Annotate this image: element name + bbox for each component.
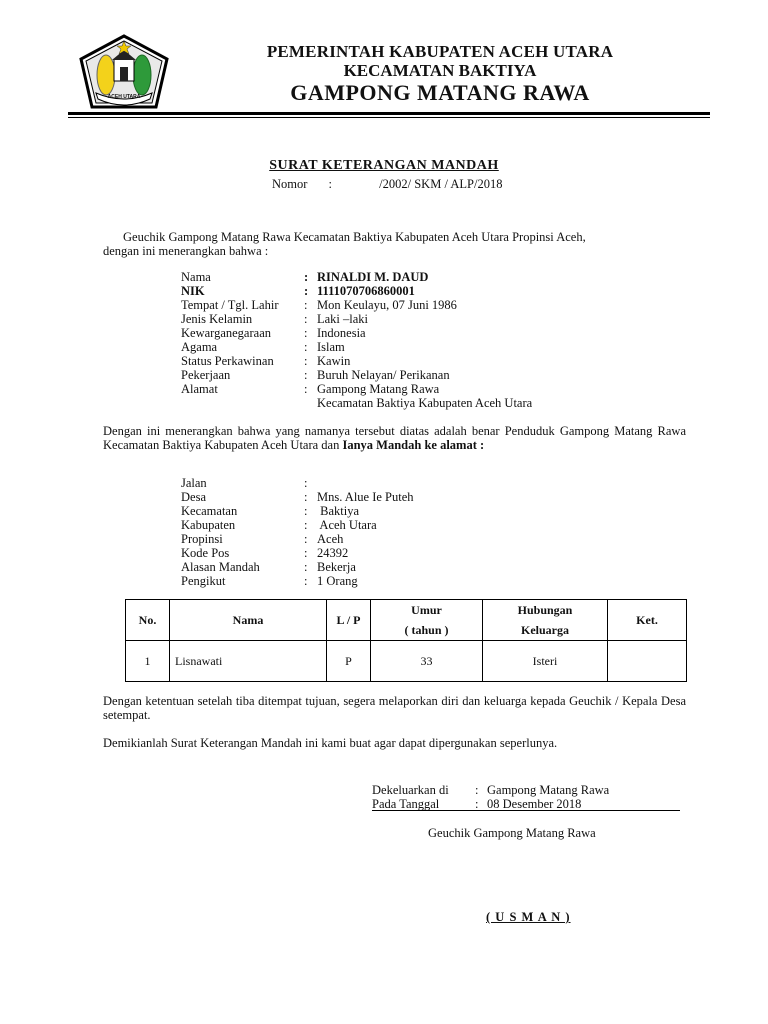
person-field-value: Kawin [317, 354, 351, 368]
letter-title: SURAT KETERANGAN MANDAH [269, 158, 499, 173]
destination-field-separator: : [304, 574, 308, 588]
col-nama: Nama [170, 600, 327, 641]
person-field-separator: : [304, 368, 308, 382]
signature-date-rule [372, 810, 680, 811]
header-rule-thin [68, 117, 710, 118]
destination-field-value: Aceh Utara [317, 518, 377, 532]
person-field-separator: : [304, 298, 308, 312]
destination-field-value: 24392 [317, 546, 349, 560]
person-field-value: Islam [317, 340, 345, 354]
regency-logo [76, 33, 172, 113]
destination-field-separator: : [304, 546, 308, 560]
destination-field-value: Bekerja [317, 560, 356, 574]
follower-table [125, 599, 687, 682]
person-field-value: Laki –laki [317, 312, 369, 326]
issued-label: Dekeluarkan di [372, 783, 449, 797]
cell-no: 1 [126, 641, 170, 682]
col-hubungan: Hubungan Keluarga [483, 600, 608, 641]
destination-field-separator: : [304, 518, 308, 532]
letter-number [272, 177, 502, 192]
cell-lp: P [327, 641, 371, 682]
header-village: GAMPONG MATANG RAWA [290, 80, 590, 105]
destination-field-label: Kabupaten [181, 518, 236, 532]
signer-name: ( U S M A N ) [486, 910, 571, 924]
person-field-value: Mon Keulayu, 07 Juni 1986 [317, 298, 457, 312]
header-rule-thick [68, 112, 710, 115]
col-umur: Umur ( tahun ) [371, 600, 483, 641]
destination-field-value: Baktiya [317, 504, 360, 518]
issued-value: Gampong Matang Rawa [487, 783, 610, 797]
person-field-label: Status Perkawinan [181, 354, 274, 368]
person-field-value: RINALDI M. DAUD [317, 270, 429, 284]
table-header-row [126, 600, 687, 641]
person-field-separator: : [304, 270, 309, 284]
closing-paragraph-2: Demikianlah Surat Keterangan Mandah ini kami buat agar dapat dipergunakan seperlunya. [103, 736, 558, 750]
cell-nama: Lisnawati [170, 641, 327, 682]
closing-paragraph-1: Dengan ketentuan setelah tiba ditempat tujuan, segera melaporkan diri dan keluarga kepada Geuchik / Kepala Desa setempat. [103, 694, 686, 722]
address-line2: Kecamatan Baktiya Kabupaten Aceh Utara [317, 396, 533, 410]
nomor-label: Nomor [272, 177, 308, 191]
destination-field-label: Propinsi [181, 532, 223, 546]
destination-field-value: Aceh [317, 532, 344, 546]
person-field-label: NIK [181, 284, 205, 298]
date-value: 08 Desember 2018 [487, 797, 582, 811]
destination-field-separator: : [304, 504, 308, 518]
person-field-value: 1111070706860001 [317, 284, 415, 298]
issued-sep: : [475, 783, 479, 797]
header-district: KECAMATAN BAKTIYA [343, 61, 537, 80]
header-government: PEMERINTAH KABUPATEN ACEH UTARA [266, 42, 614, 61]
cell-umur: 33 [371, 641, 483, 682]
person-field-value: Gampong Matang Rawa [317, 382, 440, 396]
person-field-value: Indonesia [317, 326, 366, 340]
person-field-separator: : [304, 382, 308, 396]
person-field-separator: : [304, 312, 308, 326]
nomor-value: /2002/ SKM / ALP/2018 [379, 177, 503, 191]
person-field-label: Nama [181, 270, 211, 284]
person-field-label: Agama [181, 340, 218, 354]
person-field-separator: : [304, 340, 308, 354]
person-field-label: Tempat / Tgl. Lahir [181, 298, 279, 312]
destination-field-label: Desa [181, 490, 206, 504]
table-row [126, 641, 687, 682]
cell-hubungan: Isteri [483, 641, 608, 682]
destination-field-separator: : [304, 490, 308, 504]
logo-caption: ACEH UTARA [107, 94, 141, 100]
destination-field-separator: : [304, 560, 308, 574]
signer-position: Geuchik Gampong Matang Rawa [428, 826, 596, 840]
person-field-label: Pekerjaan [181, 368, 231, 382]
col-lp: L / P [327, 600, 371, 641]
destination-field-label: Kecamatan [181, 504, 238, 518]
date-label: Pada Tanggal [372, 797, 440, 811]
person-field-separator: : [304, 354, 308, 368]
destination-field-separator: : [304, 532, 308, 546]
person-field-value: Buruh Nelayan/ Perikanan [317, 368, 450, 382]
destination-field-separator: : [304, 476, 308, 490]
person-field-label: Kewarganegaraan [181, 326, 271, 340]
statement-paragraph: Dengan ini menerangkan bahwa yang namanya tersebut diatas adalah benar Penduduk Gampong Matang Rawa Kecamatan Baktiya Kabupaten Aceh Utara dan Ianya Mandah ke alamat : [103, 424, 686, 452]
cell-ket [608, 641, 687, 682]
col-no: No. [126, 600, 170, 641]
destination-field-label: Alasan Mandah [181, 560, 260, 574]
person-field-separator: : [304, 326, 308, 340]
destination-field-label: Jalan [181, 476, 207, 490]
date-sep: : [475, 797, 479, 811]
person-field-label: Alamat [181, 382, 218, 396]
destination-field-value: 1 Orang [317, 574, 358, 588]
destination-field-label: Pengikut [181, 574, 226, 588]
intro-line1: Geuchik Gampong Matang Rawa Kecamatan Baktiya Kabupaten Aceh Utara Propinsi Aceh, [123, 230, 586, 244]
destination-field-label: Kode Pos [181, 546, 230, 560]
intro-line2: dengan ini menerangkan bahwa : [103, 244, 269, 258]
person-field-label: Jenis Kelamin [181, 312, 253, 326]
col-ket: Ket. [608, 600, 687, 641]
destination-field-value: Mns. Alue Ie Puteh [317, 490, 414, 504]
nomor-sep: : [328, 177, 333, 191]
person-field-separator: : [304, 284, 309, 298]
